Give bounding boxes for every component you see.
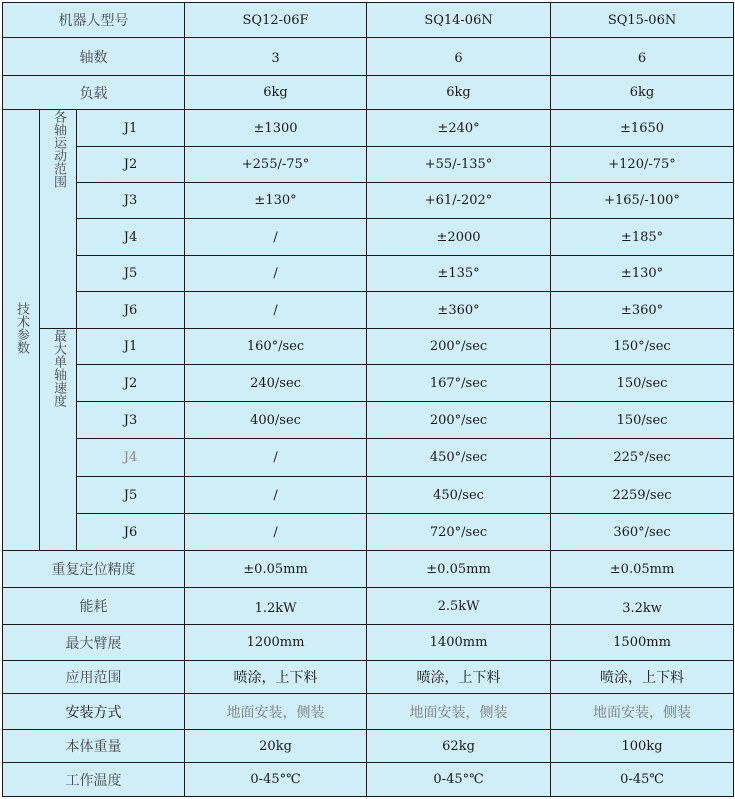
motion-value: +120/-75° xyxy=(551,147,734,183)
speed-value: 225°/sec xyxy=(551,439,734,477)
payload-value: 6kg xyxy=(185,76,367,110)
motion-value: +61/-202° xyxy=(367,183,551,219)
joint-label: J4 xyxy=(77,219,185,256)
model-label: 机器人型号 xyxy=(3,3,185,38)
application-value: 喷涂，上下料 xyxy=(185,661,367,694)
speed-value: 450/sec xyxy=(367,477,551,514)
power-row xyxy=(3,588,734,625)
motion-value: ±360° xyxy=(551,292,734,329)
speed-value: 2259/sec xyxy=(551,477,734,514)
temperature-value: 0-45℃ xyxy=(551,763,734,797)
robot-spec-table xyxy=(2,2,734,797)
temperature-label: 工作温度 xyxy=(3,763,185,797)
mounting-value: 地面安装，侧装 xyxy=(185,694,367,730)
speed-value: 360°/sec xyxy=(551,514,734,551)
motion-value: / xyxy=(185,219,367,256)
joint-label: J5 xyxy=(77,477,185,514)
motion-value: / xyxy=(185,292,367,329)
axes-value: 6 xyxy=(551,38,734,76)
repeatability-value: ±0.05mm xyxy=(367,551,551,588)
motion-value: ±1650 xyxy=(551,110,734,147)
repeatability-label: 重复定位精度 xyxy=(3,551,185,588)
motion-value: ±360° xyxy=(367,292,551,329)
power-value: 3.2kw xyxy=(551,588,734,625)
motion-row xyxy=(3,292,734,329)
motion-row xyxy=(3,219,734,256)
weight-value: 62kg xyxy=(367,730,551,763)
repeatability-row xyxy=(3,551,734,588)
weight-value: 20kg xyxy=(185,730,367,763)
temperature-row xyxy=(3,763,734,797)
speed-row xyxy=(3,402,734,439)
motion-value: ±130° xyxy=(185,183,367,219)
motion-value: ±240° xyxy=(367,110,551,147)
speed-value: 160°/sec xyxy=(185,329,367,365)
model-name: SQ15-06N xyxy=(551,3,734,38)
speed-value: 167°/sec xyxy=(367,365,551,402)
mounting-label: 安装方式 xyxy=(3,694,185,730)
model-name: SQ12-06F xyxy=(185,3,367,38)
temperature-value: 0-45°℃ xyxy=(367,763,551,797)
payload-row xyxy=(3,76,734,110)
mounting-value: 地面安装，侧装 xyxy=(551,694,734,730)
joint-label: J3 xyxy=(77,183,185,219)
power-value: 1.2kW xyxy=(185,588,367,625)
joint-label: J3 xyxy=(77,402,185,439)
application-row xyxy=(3,661,734,694)
reach-row xyxy=(3,625,734,661)
repeatability-value: ±0.05mm xyxy=(185,551,367,588)
axes-value: 6 xyxy=(367,38,551,76)
mounting-row xyxy=(3,694,734,730)
speed-value: 720°/sec xyxy=(367,514,551,551)
weight-label: 本体重量 xyxy=(3,730,185,763)
speed-row xyxy=(3,365,734,402)
payload-value: 6kg xyxy=(551,76,734,110)
speed-row xyxy=(3,514,734,551)
motion-row xyxy=(3,256,734,292)
application-value: 喷涂，上下料 xyxy=(367,661,551,694)
repeatability-value: ±0.05mm xyxy=(551,551,734,588)
weight-row xyxy=(3,730,734,763)
motion-value: +255/-75° xyxy=(185,147,367,183)
speed-value: 400/sec xyxy=(185,402,367,439)
mounting-value: 地面安装，侧装 xyxy=(367,694,551,730)
speed-value: / xyxy=(185,514,367,551)
axes-row xyxy=(3,38,734,76)
speed-value: 150/sec xyxy=(551,402,734,439)
motion-row xyxy=(3,147,734,183)
joint-label: J6 xyxy=(77,292,185,329)
speed-row xyxy=(3,329,734,365)
axes-label: 轴数 xyxy=(3,38,185,76)
speed-value: 200°/sec xyxy=(367,329,551,365)
joint-label: J2 xyxy=(77,365,185,402)
payload-value: 6kg xyxy=(367,76,551,110)
motion-row xyxy=(3,183,734,219)
motion-value: ±185° xyxy=(551,219,734,256)
max-reach-label: 最大臂展 xyxy=(3,625,185,661)
max-reach-value: 1200mm xyxy=(185,625,367,661)
application-value: 喷涂，上下料 xyxy=(551,661,734,694)
motion-value: ±2000 xyxy=(367,219,551,256)
max-reach-value: 1500mm xyxy=(551,625,734,661)
motion-value: / xyxy=(185,256,367,292)
model-name: SQ14-06N xyxy=(367,3,551,38)
axes-value: 3 xyxy=(185,38,367,76)
speed-row xyxy=(3,477,734,514)
speed-value: 240/sec xyxy=(185,365,367,402)
payload-label: 负载 xyxy=(3,76,185,110)
motion-value: +165/-100° xyxy=(551,183,734,219)
tech-params-label: 技术参数 xyxy=(3,110,40,551)
speed-value: / xyxy=(185,477,367,514)
joint-label: J1 xyxy=(77,110,185,147)
joint-label: J4 xyxy=(77,439,185,477)
joint-label: J5 xyxy=(77,256,185,292)
motion-value: ±130° xyxy=(551,256,734,292)
application-label: 应用范围 xyxy=(3,661,185,694)
speed-value: 450°/sec xyxy=(367,439,551,477)
max-speed-label: 最大单轴速度 xyxy=(40,329,77,551)
motion-value: ±135° xyxy=(367,256,551,292)
joint-label: J2 xyxy=(77,147,185,183)
joint-label: J6 xyxy=(77,514,185,551)
temperature-value: 0-45°℃ xyxy=(185,763,367,797)
motion-row xyxy=(3,110,734,147)
max-reach-value: 1400mm xyxy=(367,625,551,661)
weight-value: 100kg xyxy=(551,730,734,763)
motion-value: +55/-135° xyxy=(367,147,551,183)
speed-value: 150/sec xyxy=(551,365,734,402)
speed-value: / xyxy=(185,439,367,477)
motion-range-label: 各轴运动范围 xyxy=(40,110,77,329)
motion-value: ±1300 xyxy=(185,110,367,147)
speed-value: 150°/sec xyxy=(551,329,734,365)
power-value: 2.5kW xyxy=(367,588,551,625)
speed-value: 200°/sec xyxy=(367,402,551,439)
model-row xyxy=(3,3,734,38)
joint-label: J1 xyxy=(77,329,185,365)
speed-row xyxy=(3,439,734,477)
power-label: 能耗 xyxy=(3,588,185,625)
